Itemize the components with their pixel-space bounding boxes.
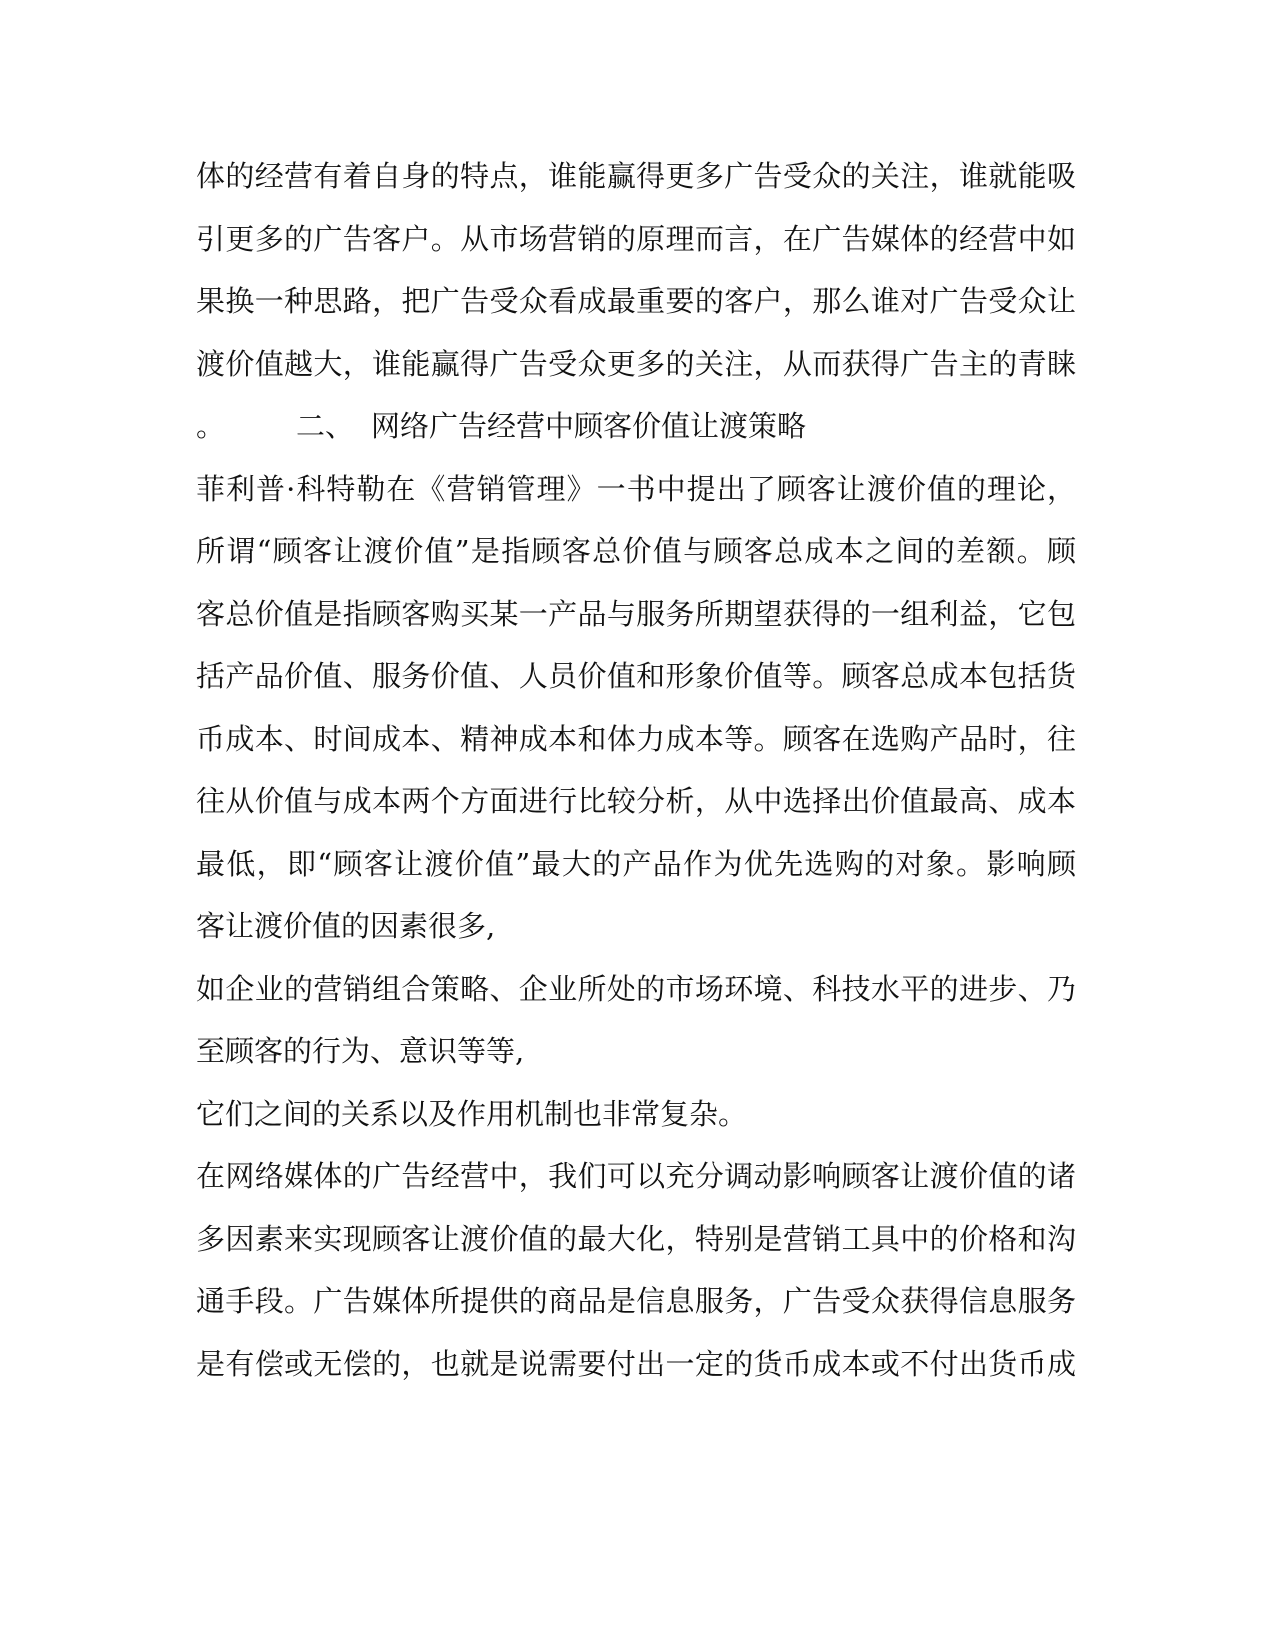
paragraph-line: 客总价值是指顾客购买某一产品与服务所期望获得的一组利益，它包 (196, 597, 1076, 631)
section-title: 网络广告经营中顾客价值让渡策略 (371, 409, 807, 443)
paragraph-line: 体的经营有着自身的特点，谁能赢得更多广告受众的关注，谁就能吸 (196, 159, 1076, 193)
paragraph-line: 果换一种思路，把广告受众看成最重要的客户，那么谁对广告受众让 (196, 284, 1076, 318)
paragraph-line: 通手段。广告媒体所提供的商品是信息服务，广告受众获得信息服务 (196, 1284, 1076, 1318)
paragraph-line: 所谓“顾客让渡价值”是指顾客总价值与顾客总成本之间的差额。顾 (196, 534, 1076, 568)
paragraph-line: 客让渡价值的因素很多, (196, 909, 496, 943)
paragraph-line: 如企业的营销组合策略、企业所处的市场环境、科技水平的进步、乃 (196, 972, 1076, 1006)
paragraph-line: 币成本、时间成本、精神成本和体力成本等。顾客在选购产品时，往 (196, 722, 1076, 756)
paragraph-line: 菲利普·科特勒在《营销管理》一书中提出了顾客让渡价值的理论， (196, 472, 1076, 506)
paragraph-line: 最低，即“顾客让渡价值”最大的产品作为优先选购的对象。影响顾 (196, 847, 1076, 881)
paragraph-line: 多因素来实现顾客让渡价值的最大化，特别是营销工具中的价格和沟 (196, 1222, 1076, 1256)
paragraph-line: 至顾客的行为、意识等等, (196, 1034, 525, 1068)
section-heading (196, 406, 1076, 446)
paragraph-line: 引更多的广告客户。从市场营销的原理而言，在广告媒体的经营中如 (196, 222, 1076, 256)
paragraph-line: 在网络媒体的广告经营中，我们可以充分调动影响顾客让渡价值的诸 (196, 1159, 1076, 1193)
paragraph-line: 渡价值越大，谁能赢得广告受众更多的关注，从而获得广告主的青睐 (196, 347, 1076, 381)
paragraph-line: 它们之间的关系以及作用机制也非常复杂。 (196, 1097, 748, 1131)
paragraph-line: 是有偿或无偿的，也就是说需要付出一定的货币成本或不付出货币成 (196, 1347, 1076, 1381)
paragraph-line: 括产品价值、服务价值、人员价值和形象价值等。顾客总成本包括货 (196, 659, 1076, 693)
heading-period: 。 (196, 409, 226, 443)
paragraph-line: 往从价值与成本两个方面进行比较分析，从中选择出价值最高、成本 (196, 784, 1076, 818)
section-number: 二、 (296, 409, 355, 443)
